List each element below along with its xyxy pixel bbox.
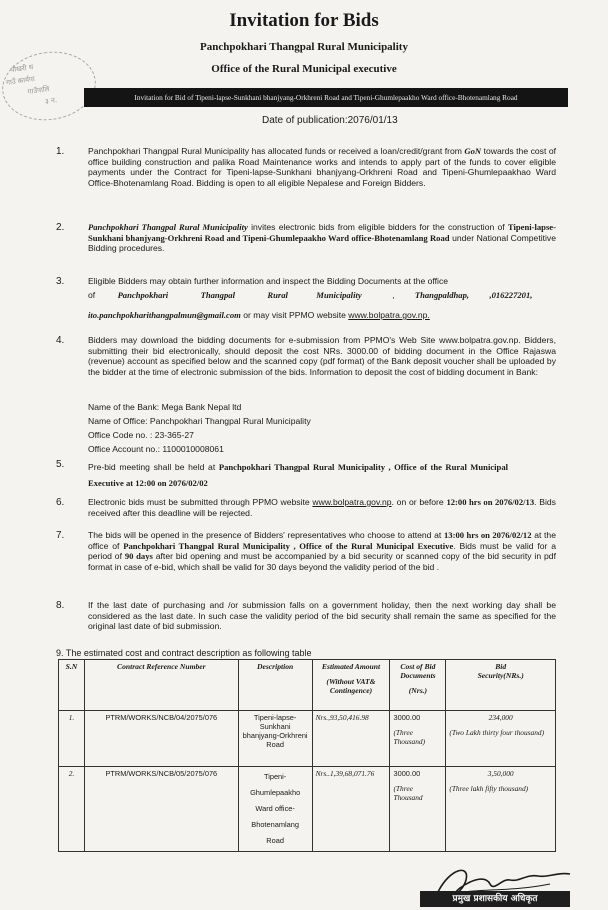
cell-security: 3,50,000 (Three lakh fifty thousand) <box>446 767 556 852</box>
stamp-text: पोखरी थ <box>9 63 34 75</box>
cell-amount: Nrs.,93,50,416.98 <box>312 711 390 767</box>
paragraph-6: Electronic bids must be submitted through PPMO website www.bolpatra.gov.np. on or before 12:00 hrs on 2076/02/13. Bids received after this deadline will be rejected. <box>88 497 556 518</box>
office-name-line: Name of Office: Panchpokhari Thangpal Rural Municipality <box>88 416 311 426</box>
email-link[interactable]: ito.panchpokharithangpalmun@gmail.com <box>88 310 241 320</box>
paragraph-4: Bidders may download the bidding documents for e-submission from PPMO's Web Site www.bolpatra.gov.np. Bidders, submitting their bid electronically, should deposit the cost NRs. 3000.00 of bidding document in the Office Rajaswa (revenue) account as specified below and the scanned copy (pdf format) of the Bank deposit voucher shall be uploaded by the bidder at the time of electronic submission of the bids. Information to deposit the cost of bidding document in Bank: <box>88 335 556 377</box>
para-number: 1. <box>56 146 65 157</box>
col-amount: Estimated Amount (Without VAT& Contingence) <box>312 660 390 711</box>
cell-ref: PTRM/WORKS/NCB/05/2075/076 <box>84 767 238 852</box>
stamp-text: ३ न. <box>44 96 58 106</box>
bank-name: Name of the Bank: Mega Bank Nepal ltd <box>88 402 242 412</box>
page-title: Invitation for Bids <box>229 10 379 31</box>
signature-caption: प्रमुख प्रशासकीय अधिकृत <box>420 891 570 907</box>
office-code: Office Code no. : 23-365-27 <box>88 430 194 440</box>
cell-sn: 2. <box>59 767 85 852</box>
para-number: 2. <box>56 222 65 233</box>
table-header-row <box>59 660 556 711</box>
office-name: Office of the Rural Municipal executive <box>211 63 397 75</box>
org-name: Panchpokhari Thangpal Rural Municipality <box>200 41 408 53</box>
bid-table <box>58 659 556 852</box>
office-account: Office Account no.: 1100010008061 <box>88 444 224 454</box>
bid-banner: Invitation for Bid of Tipeni-lapse-Sunkhani bhanjyang-Orkhreni Road and Tipeni-Ghumlepaakho Ward office-Bhotenamlang Road <box>84 88 568 107</box>
cell-sn: 1. <box>59 711 85 767</box>
cell-amount: Nrs..1,39,68,071.76 <box>312 767 390 852</box>
cell-cost: 3000.00 (Three Thousand <box>390 767 446 852</box>
col-desc: Description <box>238 660 312 711</box>
website-link[interactable]: www.bolpatra.gov.np. <box>348 310 430 320</box>
paragraph-3-contact: ito.panchpokharithangpalmun@gmail.com or may visit PPMO website www.bolpatra.gov.np. <box>88 310 430 320</box>
paragraph-8: If the last date of purchasing and /or submission falls on a government holiday, then the next working day shall be considered as the last date. In such case the validity period of the bid security shall remain the same as specified for the original last date of bid submission. <box>88 600 556 632</box>
para-number: 6. <box>56 497 65 508</box>
cell-desc: Tipeni- Ghumlepaakho Ward office- Bhotenamlang Road <box>238 767 312 852</box>
stamp-text: गाउँ कार्यपा <box>5 74 36 87</box>
col-security: Bid Security(NRs.) <box>446 660 556 711</box>
para-number: 8. <box>56 600 65 611</box>
paragraph-2: Panchpokhari Thangpal Rural Municipality invites electronic bids from eligible bidders for the construction of Tipeni-lapse-Sunkhani bhanjyang-Orkhreni Road and Tipeni-Ghumlepaakho Ward office-Bhotenamlang Road under National Competitive Bidding procedures. <box>88 222 557 254</box>
table-row <box>59 711 556 767</box>
cell-ref: PTRM/WORKS/NCB/04/2075/076 <box>84 711 238 767</box>
para-number: 7. <box>56 530 65 541</box>
table-row <box>59 767 556 852</box>
section-9-label: 9. The estimated cost and contract description as following table <box>56 648 312 658</box>
publication-date: Date of publication:2076/01/13 <box>262 115 398 126</box>
para-number: 4. <box>56 335 65 346</box>
col-cost: Cost of Bid Documents (Nrs.) <box>390 660 446 711</box>
office-stamp <box>0 46 100 126</box>
stamp-text: गाउँपालि <box>27 85 50 96</box>
paragraph-5: Pre-bid meeting shall be held at Panchpokhari Thangpal Rural Municipality , Office of the Rural Municipal Executive at 12:00 on 2076/02/02 <box>88 462 509 488</box>
para-number: 5. <box>56 459 65 470</box>
paragraph-1: Panchpokhari Thangpal Rural Municipality has allocated funds or received a loan/credit/grant from GoN towards the cost of office building construction and palika Road Maintenance works and intends to apply part of the funds to cover eligible payments under the Contract for Tipeni-lapse-Sunkhani bhanjyang-Orkhreni Road and Tipeni-Ghumlepaakhao Ward Office-Bhotenamlang Road. Bidding is open to all eligible Nepalese and Foreign Bidders. <box>88 146 557 188</box>
col-ref: Contract Reference Number <box>84 660 238 711</box>
cell-security: 234,000 (Two Lakh thirty four thousand) <box>446 711 556 767</box>
cell-desc: Tipeni-lapse-Sunkhani bhanjyang-Orkhreni Road <box>238 711 312 767</box>
para-number: 3. <box>56 276 65 287</box>
cell-cost: 3000.00 (Three Thousand) <box>390 711 446 767</box>
paragraph-3-office: of Panchpokhari Thangpal Rural Municipality , Thangpaldhap, ,016227201, <box>88 290 533 300</box>
col-sn: S.N <box>59 660 85 711</box>
website-link[interactable]: www.bolpatra.gov.np <box>312 497 392 507</box>
paragraph-3-line: Eligible Bidders may obtain further information and inspect the Bidding Documents at the office <box>88 276 449 286</box>
paragraph-7: The bids will be opened in the presence of Bidders' representatives who choose to attend at 13:00 hrs on 2076/02/12 at the office of Panchpokhari Thangpal Rural Municipality , Office of the Rural Municipal Executive. Bids must be valid for a period of 90 days after bid opening and must be accompanied by a bid security or scanned copy of the bid security in pdf format in case of e-bid, which shall be valid for 30 days beyond the validity period of the bid . <box>88 530 556 572</box>
